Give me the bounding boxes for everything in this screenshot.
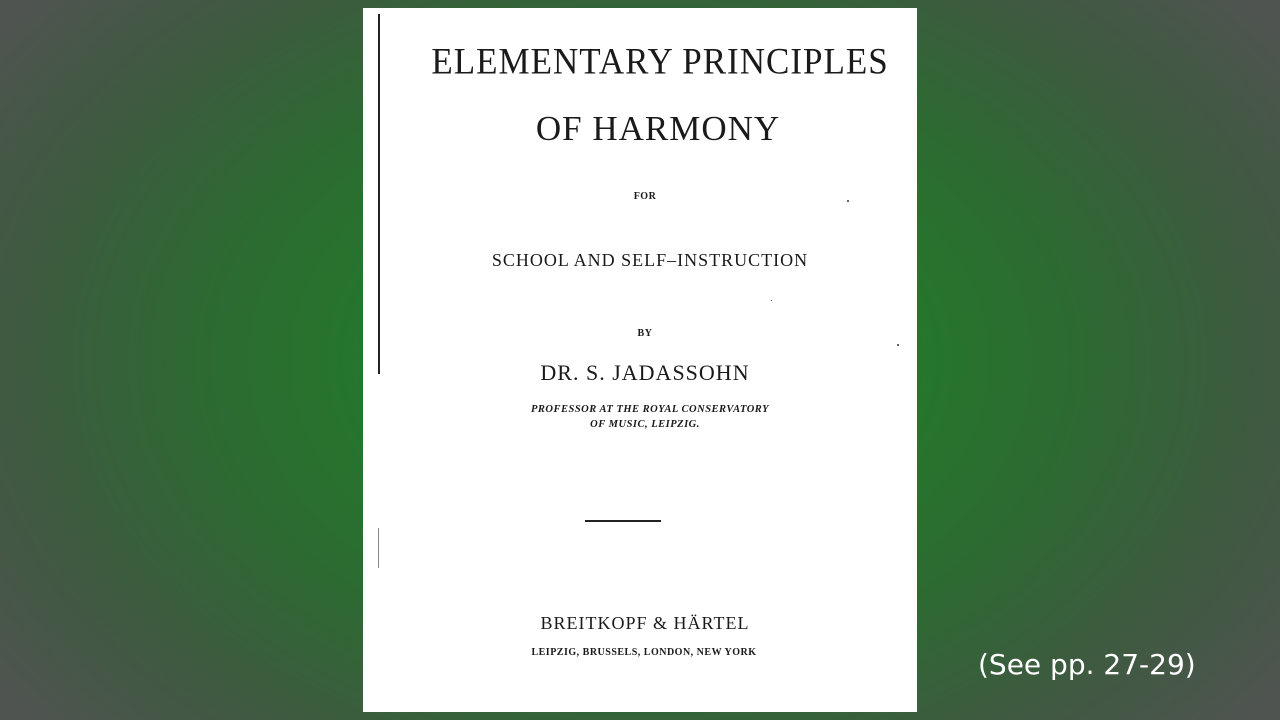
scanned-title-page (363, 8, 917, 712)
by-word: BY (637, 328, 653, 339)
page-binding-mark (378, 528, 379, 568)
page-reference-caption: (See pp. 27-29) (978, 648, 1196, 681)
book-subtitle: SCHOOL AND SELF–INSTRUCTION (491, 250, 809, 270)
scan-speck (771, 300, 772, 301)
book-title-line2: OF HARMONY (535, 109, 781, 148)
publisher-name: BREITKOPF & HÄRTEL (540, 613, 750, 633)
book-title-line1: ELEMENTARY PRINCIPLES (431, 41, 889, 82)
author-affiliation-line2: OF MUSIC, LEIPZIG. (590, 419, 700, 430)
publisher-cities: LEIPZIG, BRUSSELS, LONDON, NEW YORK (531, 647, 757, 658)
author-affiliation-line1: PROFESSOR AT THE ROYAL CONSERVATORY (530, 404, 770, 415)
divider-rule (585, 520, 661, 522)
author-name: DR. S. JADASSOHN (540, 360, 750, 385)
scan-speck (897, 344, 899, 346)
for-word: FOR (633, 191, 657, 202)
